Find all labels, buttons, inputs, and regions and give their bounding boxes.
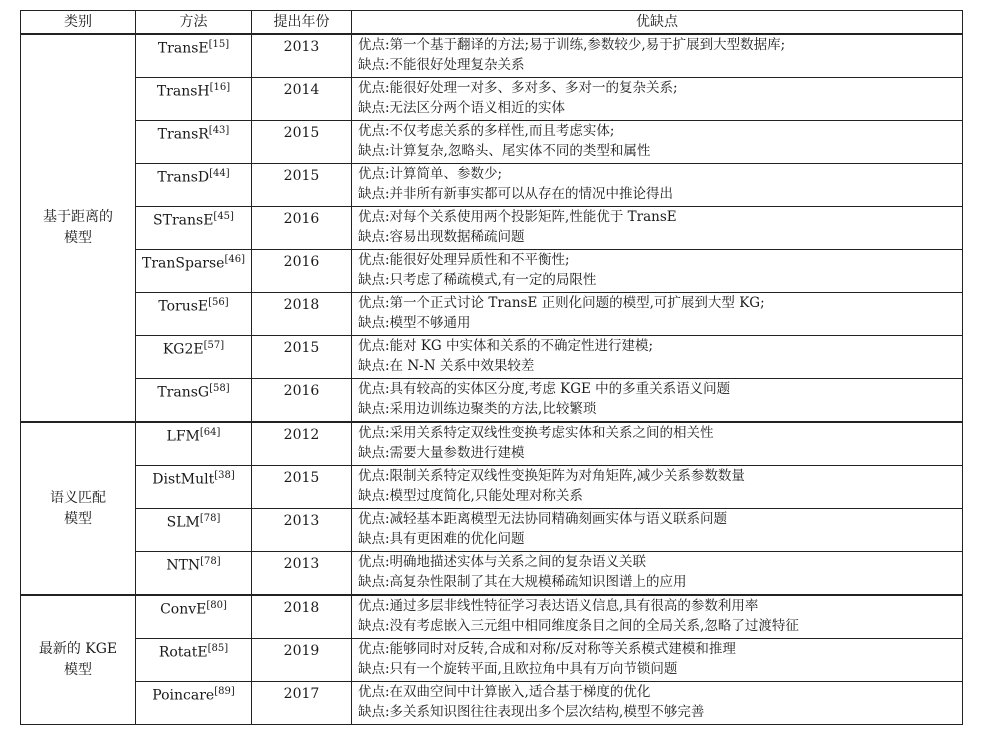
pros-cons-cell bbox=[352, 379, 963, 423]
method-name: TransE bbox=[157, 40, 209, 57]
header-year: 提出年份 bbox=[252, 11, 352, 35]
con-text: 缺点:多关系知识图往往表现出多个层次结构,模型不够完善 bbox=[358, 703, 705, 720]
year-cell: 2013 bbox=[252, 552, 352, 596]
con-text: 缺点:需要大量参数进行建模 bbox=[358, 444, 525, 461]
con-text: 缺点:采用边训练边聚类的方法,比较繁琐 bbox=[358, 400, 597, 417]
method-name: KG2E bbox=[162, 341, 204, 358]
category-cell bbox=[21, 34, 136, 422]
reference-marker: [78] bbox=[200, 556, 221, 567]
method-cell bbox=[136, 509, 252, 552]
con-text: 缺点:计算复杂,忽略头、尾实体不同的类型和属性 bbox=[358, 142, 651, 159]
category-label: 语义匹配 bbox=[50, 489, 106, 506]
method-name: TransD bbox=[157, 169, 210, 186]
pros-cons-cell bbox=[352, 552, 963, 596]
pro-text: 优点:在双曲空间中计算嵌入,适合基于梯度的优化 bbox=[358, 684, 651, 700]
year-cell: 2013 bbox=[252, 509, 352, 552]
con-text: 缺点:无法区分两个语义相近的实体 bbox=[358, 99, 566, 116]
method-cell bbox=[136, 250, 252, 293]
pros-cons-cell bbox=[352, 336, 963, 379]
con-text: 缺点:具有更困难的优化问题 bbox=[358, 530, 525, 547]
con-text: 缺点:并非所有新事实都可以从存在的情况中推论得出 bbox=[358, 185, 674, 202]
reference-marker: [56] bbox=[208, 297, 229, 308]
pros-cons-cell bbox=[352, 639, 963, 682]
con-text: 缺点:容易出现数据稀疏问题 bbox=[358, 228, 525, 245]
header-pros-cons: 优缺点 bbox=[352, 11, 963, 35]
table-header-row bbox=[21, 11, 963, 35]
con-text: 缺点:没有考虑嵌入三元组中相同维度条目之间的全局关系,忽略了过渡特征 bbox=[358, 617, 799, 634]
con-text: 缺点:只考虑了稀疏模式,有一定的局限性 bbox=[358, 271, 597, 288]
table-row bbox=[21, 34, 963, 78]
method-cell bbox=[136, 207, 252, 250]
pro-text: 优点:能够同时对反转,合成和对称/反对称等关系模式建模和推理 bbox=[358, 641, 736, 657]
reference-marker: [15] bbox=[208, 39, 230, 50]
pros-cons-cell bbox=[352, 509, 963, 552]
method-name: TorusE bbox=[158, 298, 209, 315]
pro-text: 优点:具有较高的实体区分度,考虑 KGE 中的多重关系语义问题 bbox=[358, 381, 731, 397]
table-row bbox=[21, 682, 963, 725]
method-cell bbox=[136, 682, 252, 725]
pros-cons-cell bbox=[352, 595, 963, 639]
pros-cons-cell bbox=[352, 164, 963, 207]
year-cell: 2015 bbox=[252, 164, 352, 207]
method-name: SLM bbox=[166, 514, 200, 531]
table-row bbox=[21, 121, 963, 164]
pros-cons-cell bbox=[352, 250, 963, 293]
method-cell bbox=[136, 293, 252, 336]
pros-cons-cell bbox=[352, 682, 963, 725]
method-cell bbox=[136, 34, 252, 78]
pro-text: 优点:明确地描述实体与关系之间的复杂语义关联 bbox=[358, 554, 647, 570]
year-cell: 2015 bbox=[252, 466, 352, 509]
pro-text: 优点:第一个基于翻译的方法;易于训练,参数较少,易于扩展到大型数据库; bbox=[358, 37, 786, 53]
pros-cons-cell bbox=[352, 293, 963, 336]
pros-cons-cell bbox=[352, 422, 963, 466]
pro-text: 优点:采用关系特定双线性变换考虑实体和关系之间的相关性 bbox=[358, 425, 714, 441]
table-row bbox=[21, 379, 963, 423]
category-label: 最新的 KGE bbox=[38, 641, 118, 657]
method-cell bbox=[136, 422, 252, 466]
pros-cons-cell bbox=[352, 78, 963, 121]
method-name: TransG bbox=[157, 384, 210, 401]
year-cell: 2018 bbox=[252, 293, 352, 336]
method-name: RotatE bbox=[158, 644, 208, 661]
year-cell: 2012 bbox=[252, 422, 352, 466]
pros-cons-cell bbox=[352, 466, 963, 509]
category-label: 模型 bbox=[64, 230, 92, 246]
year-cell: 2017 bbox=[252, 682, 352, 725]
table-row bbox=[21, 639, 963, 682]
reference-marker: [89] bbox=[214, 686, 235, 697]
year-cell: 2016 bbox=[252, 250, 352, 293]
category-label: 基于距离的 bbox=[43, 209, 113, 225]
method-cell bbox=[136, 552, 252, 596]
reference-marker: [38] bbox=[214, 470, 235, 481]
con-text: 缺点:只有一个旋转平面,且欧拉角中具有万向节锁问题 bbox=[358, 660, 678, 677]
pro-text: 优点:能很好处理一对多、多对多、多对一的复杂关系; bbox=[358, 80, 678, 96]
method-name: DistMult bbox=[152, 471, 215, 488]
method-cell bbox=[136, 379, 252, 423]
con-text: 缺点:高复杂性限制了其在大规模稀疏知识图谱上的应用 bbox=[358, 573, 687, 590]
pro-text: 优点:限制关系特定双线性变换矩阵为对角矩阵,减少关系参数数量 bbox=[358, 468, 745, 484]
pros-cons-cell bbox=[352, 207, 963, 250]
method-cell bbox=[136, 639, 252, 682]
method-name: TranSparse bbox=[142, 255, 225, 272]
pro-text: 优点:对每个关系使用两个投影矩阵,性能优于 TransE bbox=[358, 209, 677, 225]
con-text: 缺点:不能很好处理复杂关系 bbox=[358, 56, 525, 73]
pros-cons-cell bbox=[352, 34, 963, 78]
method-name: ConvE bbox=[160, 601, 207, 618]
method-name: Poincare bbox=[152, 687, 215, 704]
pro-text: 优点:不仅考虑关系的多样性,而且考虑实体; bbox=[358, 123, 615, 139]
reference-marker: [44] bbox=[209, 168, 230, 179]
kge-comparison-table bbox=[20, 10, 963, 725]
table-row bbox=[21, 509, 963, 552]
header-method: 方法 bbox=[136, 11, 252, 35]
pro-text: 优点:减轻基本距离模型无法协同精确刻画实体与语义联系问题 bbox=[358, 511, 728, 527]
category-cell bbox=[21, 422, 136, 595]
con-text: 缺点:在 N-N 关系中效果较差 bbox=[358, 357, 535, 374]
con-text: 缺点:模型不够通用 bbox=[358, 314, 471, 331]
category-cell bbox=[21, 595, 136, 725]
method-cell bbox=[136, 121, 252, 164]
table-row bbox=[21, 595, 963, 639]
table-row bbox=[21, 164, 963, 207]
pro-text: 优点:计算简单、参数少; bbox=[358, 166, 503, 182]
con-text: 缺点:模型过度简化,只能处理对称关系 bbox=[358, 487, 583, 504]
method-cell bbox=[136, 164, 252, 207]
year-cell: 2013 bbox=[252, 34, 352, 78]
year-cell: 2015 bbox=[252, 121, 352, 164]
pro-text: 优点:通过多层非线性特征学习表达语义信息,具有很高的参数利用率 bbox=[358, 598, 759, 614]
header-category: 类别 bbox=[21, 11, 136, 35]
table-row bbox=[21, 207, 963, 250]
year-cell: 2018 bbox=[252, 595, 352, 639]
category-label: 模型 bbox=[64, 662, 92, 678]
table-row bbox=[21, 336, 963, 379]
method-name: STransE bbox=[153, 212, 214, 229]
year-cell: 2014 bbox=[252, 78, 352, 121]
pro-text: 优点:第一个正式讨论 TransE 正则化问题的模型,可扩展到大型 KG; bbox=[358, 295, 765, 311]
method-name: LFM bbox=[166, 428, 200, 445]
table-row bbox=[21, 78, 963, 121]
method-cell bbox=[136, 466, 252, 509]
table-row bbox=[21, 250, 963, 293]
table-row bbox=[21, 466, 963, 509]
method-name: NTN bbox=[166, 557, 201, 574]
reference-marker: [46] bbox=[224, 254, 245, 265]
reference-marker: [58] bbox=[209, 383, 230, 394]
reference-marker: [85] bbox=[207, 643, 229, 654]
category-label: 模型 bbox=[64, 510, 92, 527]
reference-marker: [80] bbox=[206, 600, 227, 611]
year-cell: 2015 bbox=[252, 336, 352, 379]
pro-text: 优点:能对 KG 中实体和关系的不确定性进行建模; bbox=[358, 338, 654, 354]
reference-marker: [64] bbox=[199, 427, 221, 438]
table-body bbox=[21, 34, 963, 725]
reference-marker: [57] bbox=[203, 340, 225, 351]
table-row bbox=[21, 552, 963, 596]
pros-cons-cell bbox=[352, 121, 963, 164]
method-name: TransR bbox=[157, 126, 209, 143]
method-name: TransH bbox=[156, 83, 210, 100]
comparison-table-wrapper bbox=[20, 10, 962, 725]
reference-marker: [45] bbox=[213, 211, 234, 222]
pro-text: 优点:能很好处理异质性和不平衡性; bbox=[358, 252, 570, 268]
reference-marker: [16] bbox=[209, 82, 231, 93]
reference-marker: [43] bbox=[208, 125, 230, 136]
year-cell: 2016 bbox=[252, 379, 352, 423]
reference-marker: [78] bbox=[199, 513, 221, 524]
year-cell: 2016 bbox=[252, 207, 352, 250]
method-cell bbox=[136, 336, 252, 379]
table-row bbox=[21, 422, 963, 466]
table-row bbox=[21, 293, 963, 336]
year-cell: 2019 bbox=[252, 639, 352, 682]
method-cell bbox=[136, 595, 252, 639]
method-cell bbox=[136, 78, 252, 121]
